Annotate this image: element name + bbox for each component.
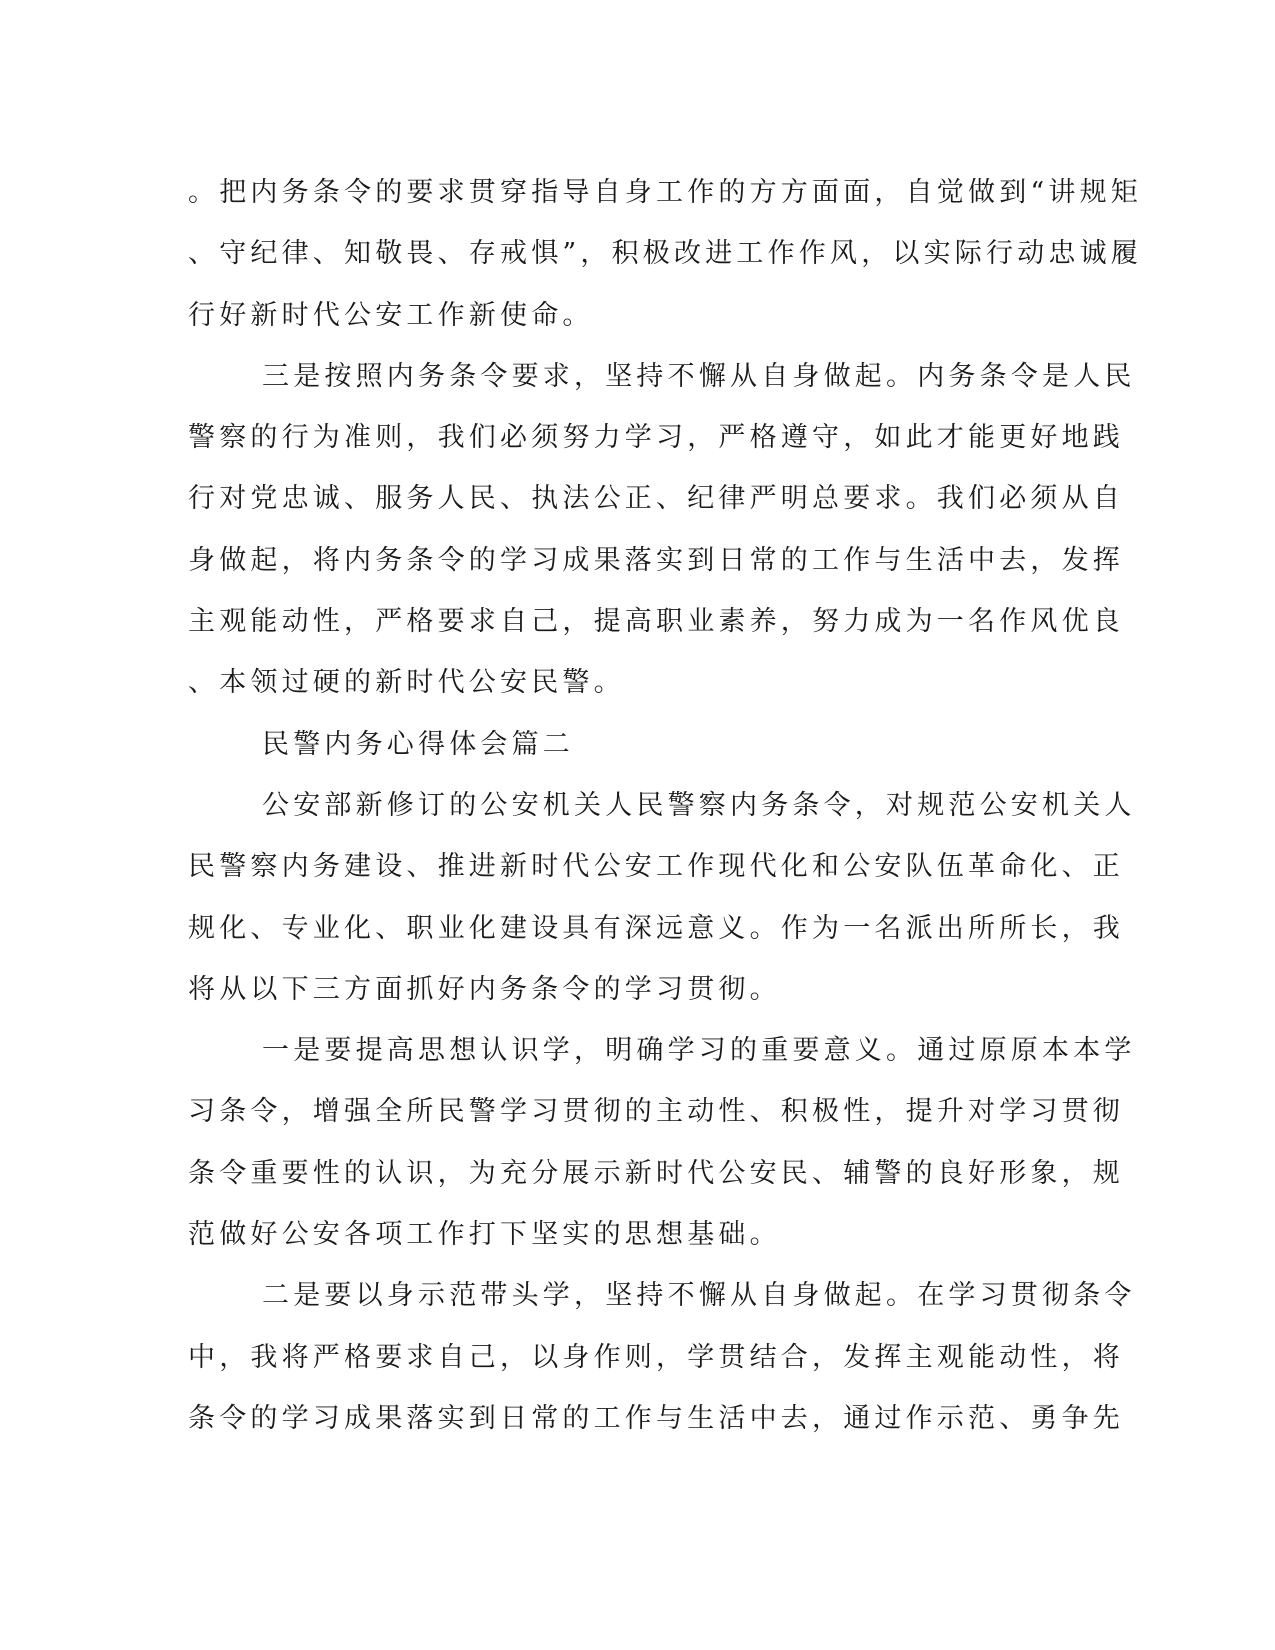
text-line: 范做好公安各项工作打下坚实的思想基础。	[188, 1219, 781, 1251]
text-line: 。把内务条令的要求贯穿指导自身工作的方方面面，自觉做到“讲规矩	[188, 177, 1143, 208]
text-line: 将从以下三方面抓好内务条令的学习贯彻。	[188, 973, 781, 1005]
text-line: 行对党忠诚、服务人民、执法公正、纪律严明总要求。我们必须从自	[188, 483, 1124, 515]
paragraph-first-line: 三是按照内务条令要求，坚持不懈从自身做起。内务条令是人民	[262, 360, 1136, 392]
text-line: 、本领过硬的新时代公安民警。	[188, 667, 625, 699]
text-line: 习条令，增强全所民警学习贯彻的主动性、积极性，提升对学习贯彻	[188, 1096, 1124, 1128]
text-line: 主观能动性，严格要求自己，提高职业素养，努力成为一名作风优良	[188, 606, 1124, 638]
paragraph-first-line: 二是要以身示范带头学，坚持不懈从自身做起。在学习贯彻条令	[262, 1280, 1136, 1312]
section-heading: 民警内务心得体会篇二	[262, 728, 574, 760]
paragraph-first-line: 一是要提高思想认识学，明确学习的重要意义。通过原原本本学	[262, 1035, 1136, 1067]
document-body	[188, 162, 1143, 1449]
text-line: 警察的行为准则，我们必须努力学习，严格遵守，如此才能更好地践	[188, 422, 1124, 454]
text-line: 中，我将严格要求自己，以身作则，学贯结合，发挥主观能动性，将	[188, 1341, 1124, 1373]
text-line: 行好新时代公安工作新使命。	[188, 299, 594, 331]
text-line: 条令重要性的认识，为充分展示新时代公安民、辅警的良好形象，规	[188, 1157, 1124, 1189]
text-line: 民警察内务建设、推进新时代公安工作现代化和公安队伍革命化、正	[188, 851, 1124, 883]
text-line: 、守纪律、知敬畏、存戒惧”，积极改进工作作风，以实际行动忠诚履	[188, 238, 1143, 270]
text-line: 身做起，将内务条令的学习成果落实到日常的工作与生活中去，发挥	[188, 544, 1124, 576]
text-line: 条令的学习成果落实到日常的工作与生活中去，通过作示范、勇争先	[188, 1402, 1124, 1434]
paragraph-first-line: 公安部新修订的公安机关人民警察内务条令，对规范公安机关人	[262, 789, 1136, 821]
text-line: 规化、专业化、职业化建设具有深远意义。作为一名派出所所长，我	[188, 912, 1124, 944]
